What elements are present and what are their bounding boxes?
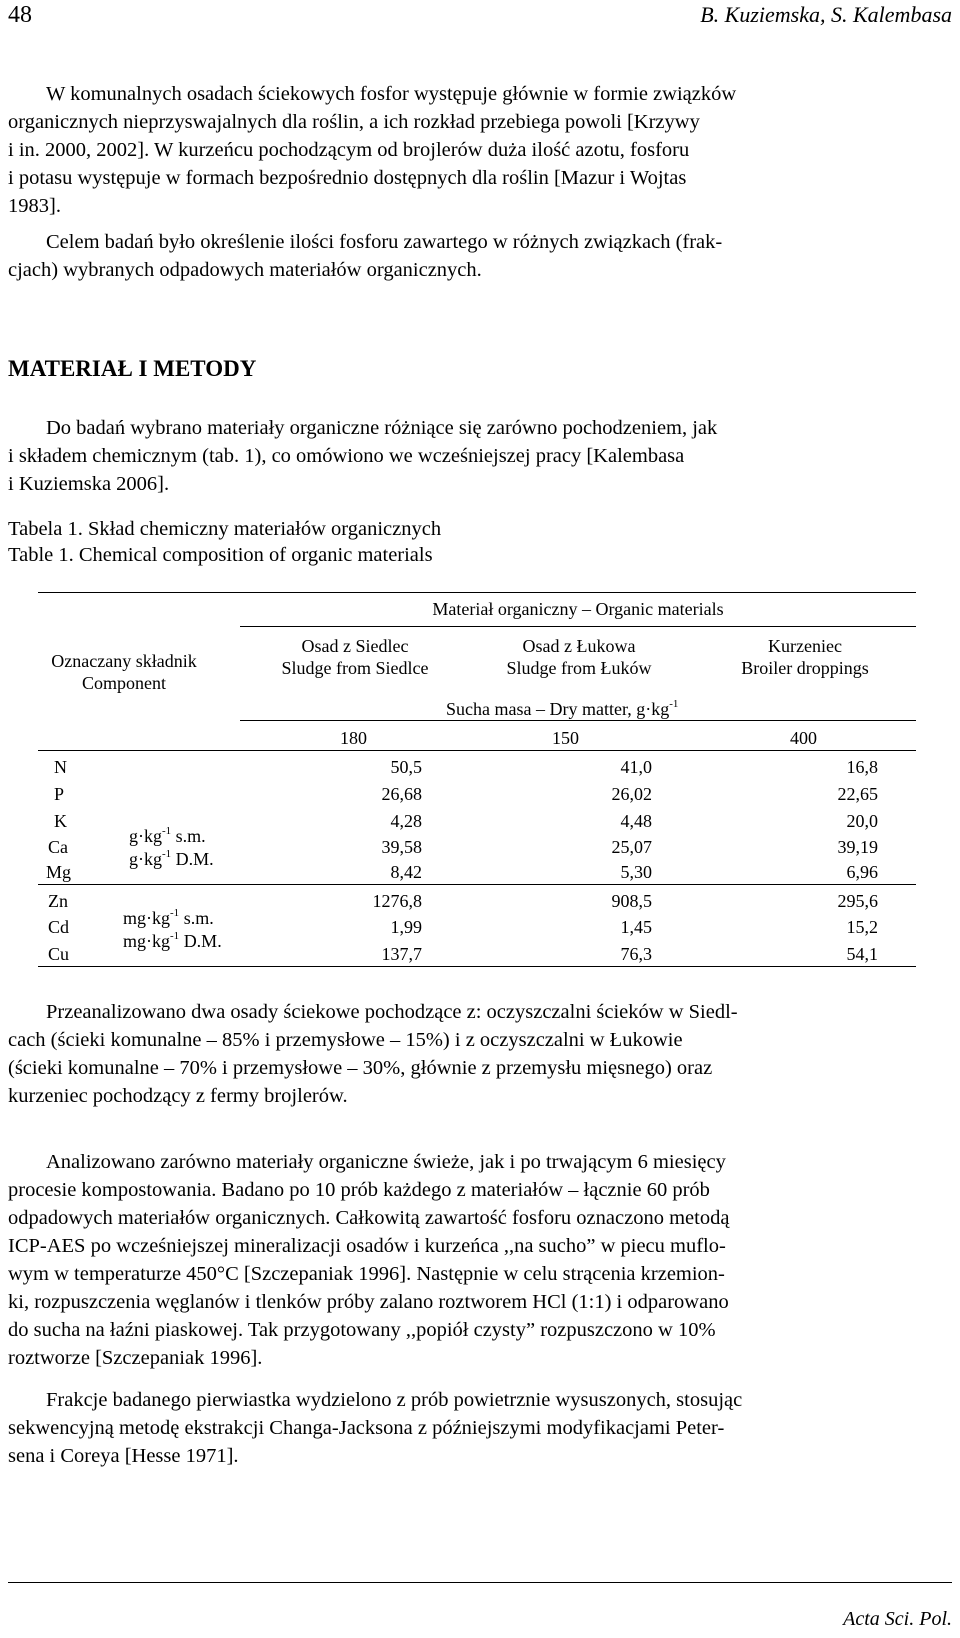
column-header-en: Sludge from Łuków: [506, 658, 652, 678]
table-cell-value: 1276,8: [372, 891, 422, 911]
table-cell-value: 39,19: [837, 837, 878, 857]
unit-sup: -1: [669, 698, 679, 710]
text-line: procesie kompostowania. Badano po 10 prób każdego z materiałów – łącznie 60 prób: [8, 1179, 710, 1201]
unit-kg: kg: [144, 826, 162, 846]
header-bottom-rule: [38, 750, 916, 751]
text-line: i składem chemicznym (tab. 1), co omówiono we wcześniejszej pracy [Kalembasa: [8, 445, 685, 467]
column-header-lukow: [474, 635, 684, 679]
text-line: ICP-AES po wcześniejszej mineralizacji osadów i kurzeńca ,,na sucho” w piecu muflo-: [8, 1235, 726, 1257]
intro-paragraph-2: [8, 228, 954, 284]
text-line: i Kuziemska 2006].: [8, 473, 170, 495]
unit-kg: kg: [152, 931, 171, 951]
dry-matter-text: Sucha masa – Dry matter, g: [446, 699, 646, 719]
column-header-broiler: [700, 635, 910, 679]
component-header: [38, 650, 210, 694]
table-cell-value: 5,30: [620, 862, 652, 882]
column-header-pl: Osad z Łukowa: [522, 636, 636, 656]
journal-name: Acta Sci. Pol.: [843, 1608, 952, 1630]
column-header-pl: Kurzeniec: [768, 636, 842, 656]
table-cell-value: 26,68: [381, 784, 422, 804]
unit-sup: -1: [162, 848, 172, 860]
table-cell-value: 25,07: [611, 837, 652, 857]
table-cell-value: 54,1: [846, 944, 878, 964]
column-header-en: Sludge from Siedlce: [281, 658, 429, 678]
page-number: 48: [8, 2, 32, 28]
group-divider-rule: [38, 884, 916, 885]
table-cell-value: 908,5: [611, 891, 652, 911]
text-line: Analizowano zarówno materiały organiczne świeże, jak i po trwającym 6 miesięcy: [46, 1151, 726, 1173]
table-cell-value: 1,45: [620, 917, 652, 937]
dry-matter-rule: [240, 720, 916, 721]
table-cell-value: 137,7: [381, 944, 422, 964]
running-head: B. Kuziemska, S. Kalembasa: [700, 2, 952, 27]
table-cell-value: 39,58: [381, 837, 422, 857]
body-paragraph-3: [8, 1386, 954, 1470]
table-cell-value: 295,6: [837, 891, 878, 911]
table-cell-value: 1,99: [390, 917, 422, 937]
text-line: i in. 2000, 2002]. W kurzeńcu pochodzącym od brojlerów duża ilość azotu, fosforu: [8, 139, 690, 161]
row-element-label: P: [54, 784, 65, 804]
text-line: organicznych nieprzyswajalnych dla roślin, a ich rozkład przebiega powoli [Krzywy: [8, 111, 700, 133]
text-line: wym w temperaturze 450°C [Szczepaniak 1996]. Następnie w celu strącenia krzemion-: [8, 1263, 725, 1285]
footer-rule: [8, 1582, 952, 1583]
text-line: Przeanalizowano dwa osady ściekowe pochodzące z: oczyszczalni ścieków w Siedl-: [46, 1001, 738, 1023]
dry-matter-value: 400: [790, 728, 817, 748]
table-cell-value: 22,65: [837, 784, 878, 804]
text-line: (ścieki komunalne – 70% i przemysłowe – 30%, głównie z przemysłu mięsnego) oraz: [8, 1057, 713, 1079]
column-header-en: Broiler droppings: [741, 658, 869, 678]
unit-post: D.M.: [183, 931, 222, 951]
column-header-siedlce: [250, 635, 460, 679]
text-line: Frakcje badanego pierwiastka wydzielono z prób powietrznie wysuszonych, stosując: [46, 1389, 743, 1411]
table-cell-value: 16,8: [846, 757, 878, 777]
unit-post: s.m.: [183, 908, 214, 928]
text-line: Do badań wybrano materiały organiczne różniące się zarówno pochodzeniem, jak: [46, 417, 718, 439]
unit-sup: -1: [162, 825, 172, 837]
text-line: cach (ścieki komunalne – 85% i przemysłowe – 15%) i z oczyszczalni w Łukowie: [8, 1029, 683, 1051]
unit-sup: -1: [170, 930, 180, 942]
table-cell-value: 8,42: [390, 862, 422, 882]
row-element-label: N: [54, 757, 67, 777]
unit-kg: kg: [144, 849, 162, 869]
body-paragraph-1: [8, 998, 954, 1110]
component-header-en: Component: [82, 673, 166, 693]
text-line: sekwencyjną metodę ekstrakcji Changa-Jacksona z późniejszymi modyfikacjami Peter-: [8, 1417, 725, 1439]
row-element-label: Cd: [48, 917, 70, 937]
group-header: Materiał organiczny – Organic materials: [432, 599, 724, 619]
unit-kg: kg: [651, 699, 670, 719]
intro-paragraph-1: [8, 80, 954, 220]
column-header-pl: Osad z Siedlec: [301, 636, 409, 656]
text-line: ki, rozpuszczenia węglanów i tlenków próby zalano roztworem HCl (1:1) i odparowano: [8, 1291, 729, 1313]
text-line: i potasu występuje w formach bezpośrednio dostępnych dla roślin [Mazur i Wojtas: [8, 167, 687, 189]
text-line: 1983].: [8, 195, 61, 217]
unit-mg-kg: $mg\cdot kg^{-1}$ s.m. $mg\cdot kg^{-1}$ D.M.: [123, 907, 222, 951]
text-line: do sucha na łaźni piaskowej. Tak przygotowany ,,popiół czysty” rozpuszczono w 10%: [8, 1319, 716, 1341]
unit-pre: g: [129, 849, 138, 869]
unit-post: D.M.: [175, 849, 214, 869]
row-element-label: Ca: [48, 837, 68, 857]
dry-matter-value: 150: [552, 728, 579, 748]
table-caption-pl: Tabela 1. Skład chemiczny materiałów organicznych: [8, 518, 442, 540]
section-heading: MATERIAŁ I METODY: [8, 356, 257, 381]
unit-sup: -1: [170, 907, 180, 919]
row-element-label: Cu: [48, 944, 70, 964]
group-rule: [240, 626, 916, 627]
unit-kg: kg: [152, 908, 171, 928]
table-cell-value: 26,02: [611, 784, 652, 804]
dry-matter-label: Sucha masa – Dry matter, $g\cdot kg^{-1}$: [446, 698, 679, 719]
body-paragraph-2: [8, 1148, 954, 1372]
unit-pre: mg: [123, 908, 147, 928]
component-header-pl: Oznaczany składnik: [51, 651, 197, 671]
table-cell-value: 6,96: [846, 862, 878, 882]
table-cell-value: 20,0: [846, 811, 878, 831]
row-element-label: Zn: [48, 891, 68, 911]
text-line: W komunalnych osadach ściekowych fosfor występuje głównie w formie związków: [46, 83, 737, 105]
text-line: Celem badań było określenie ilości fosforu zawartego w różnych związkach (frak-: [46, 231, 723, 253]
table-cell-value: 41,0: [620, 757, 652, 777]
table-top-rule: [38, 592, 916, 593]
text-line: roztworze [Szczepaniak 1996].: [8, 1347, 263, 1369]
table-cell-value: 4,48: [620, 811, 652, 831]
text-line: kurzeniec pochodzący z fermy brojlerów.: [8, 1085, 348, 1107]
table-cell-value: 50,5: [390, 757, 422, 777]
text-line: cjach) wybranych odpadowych materiałów organicznych.: [8, 259, 482, 281]
text-line: sena i Coreya [Hesse 1971].: [8, 1445, 239, 1467]
table-cell-value: 76,3: [620, 944, 652, 964]
unit-post: s.m.: [175, 826, 206, 846]
methods-paragraph-1: [8, 414, 954, 498]
row-element-label: K: [54, 811, 67, 831]
unit-g-kg: $g\cdot kg^{-1}$ s.m. $g\cdot kg^{-1}$ D.M.: [129, 825, 214, 869]
unit-pre: g: [129, 826, 138, 846]
unit-pre: mg: [123, 931, 147, 951]
table-cell-value: 15,2: [846, 917, 878, 937]
text-line: odpadowych materiałów organicznych. Całkowitą zawartość fosforu oznaczono metodą: [8, 1207, 730, 1229]
dry-matter-value: 180: [340, 728, 367, 748]
table-cell-value: 4,28: [390, 811, 422, 831]
table-caption-en: Table 1. Chemical composition of organic materials: [8, 544, 433, 566]
table-bottom-rule: [38, 966, 916, 967]
row-element-label: Mg: [46, 862, 72, 882]
